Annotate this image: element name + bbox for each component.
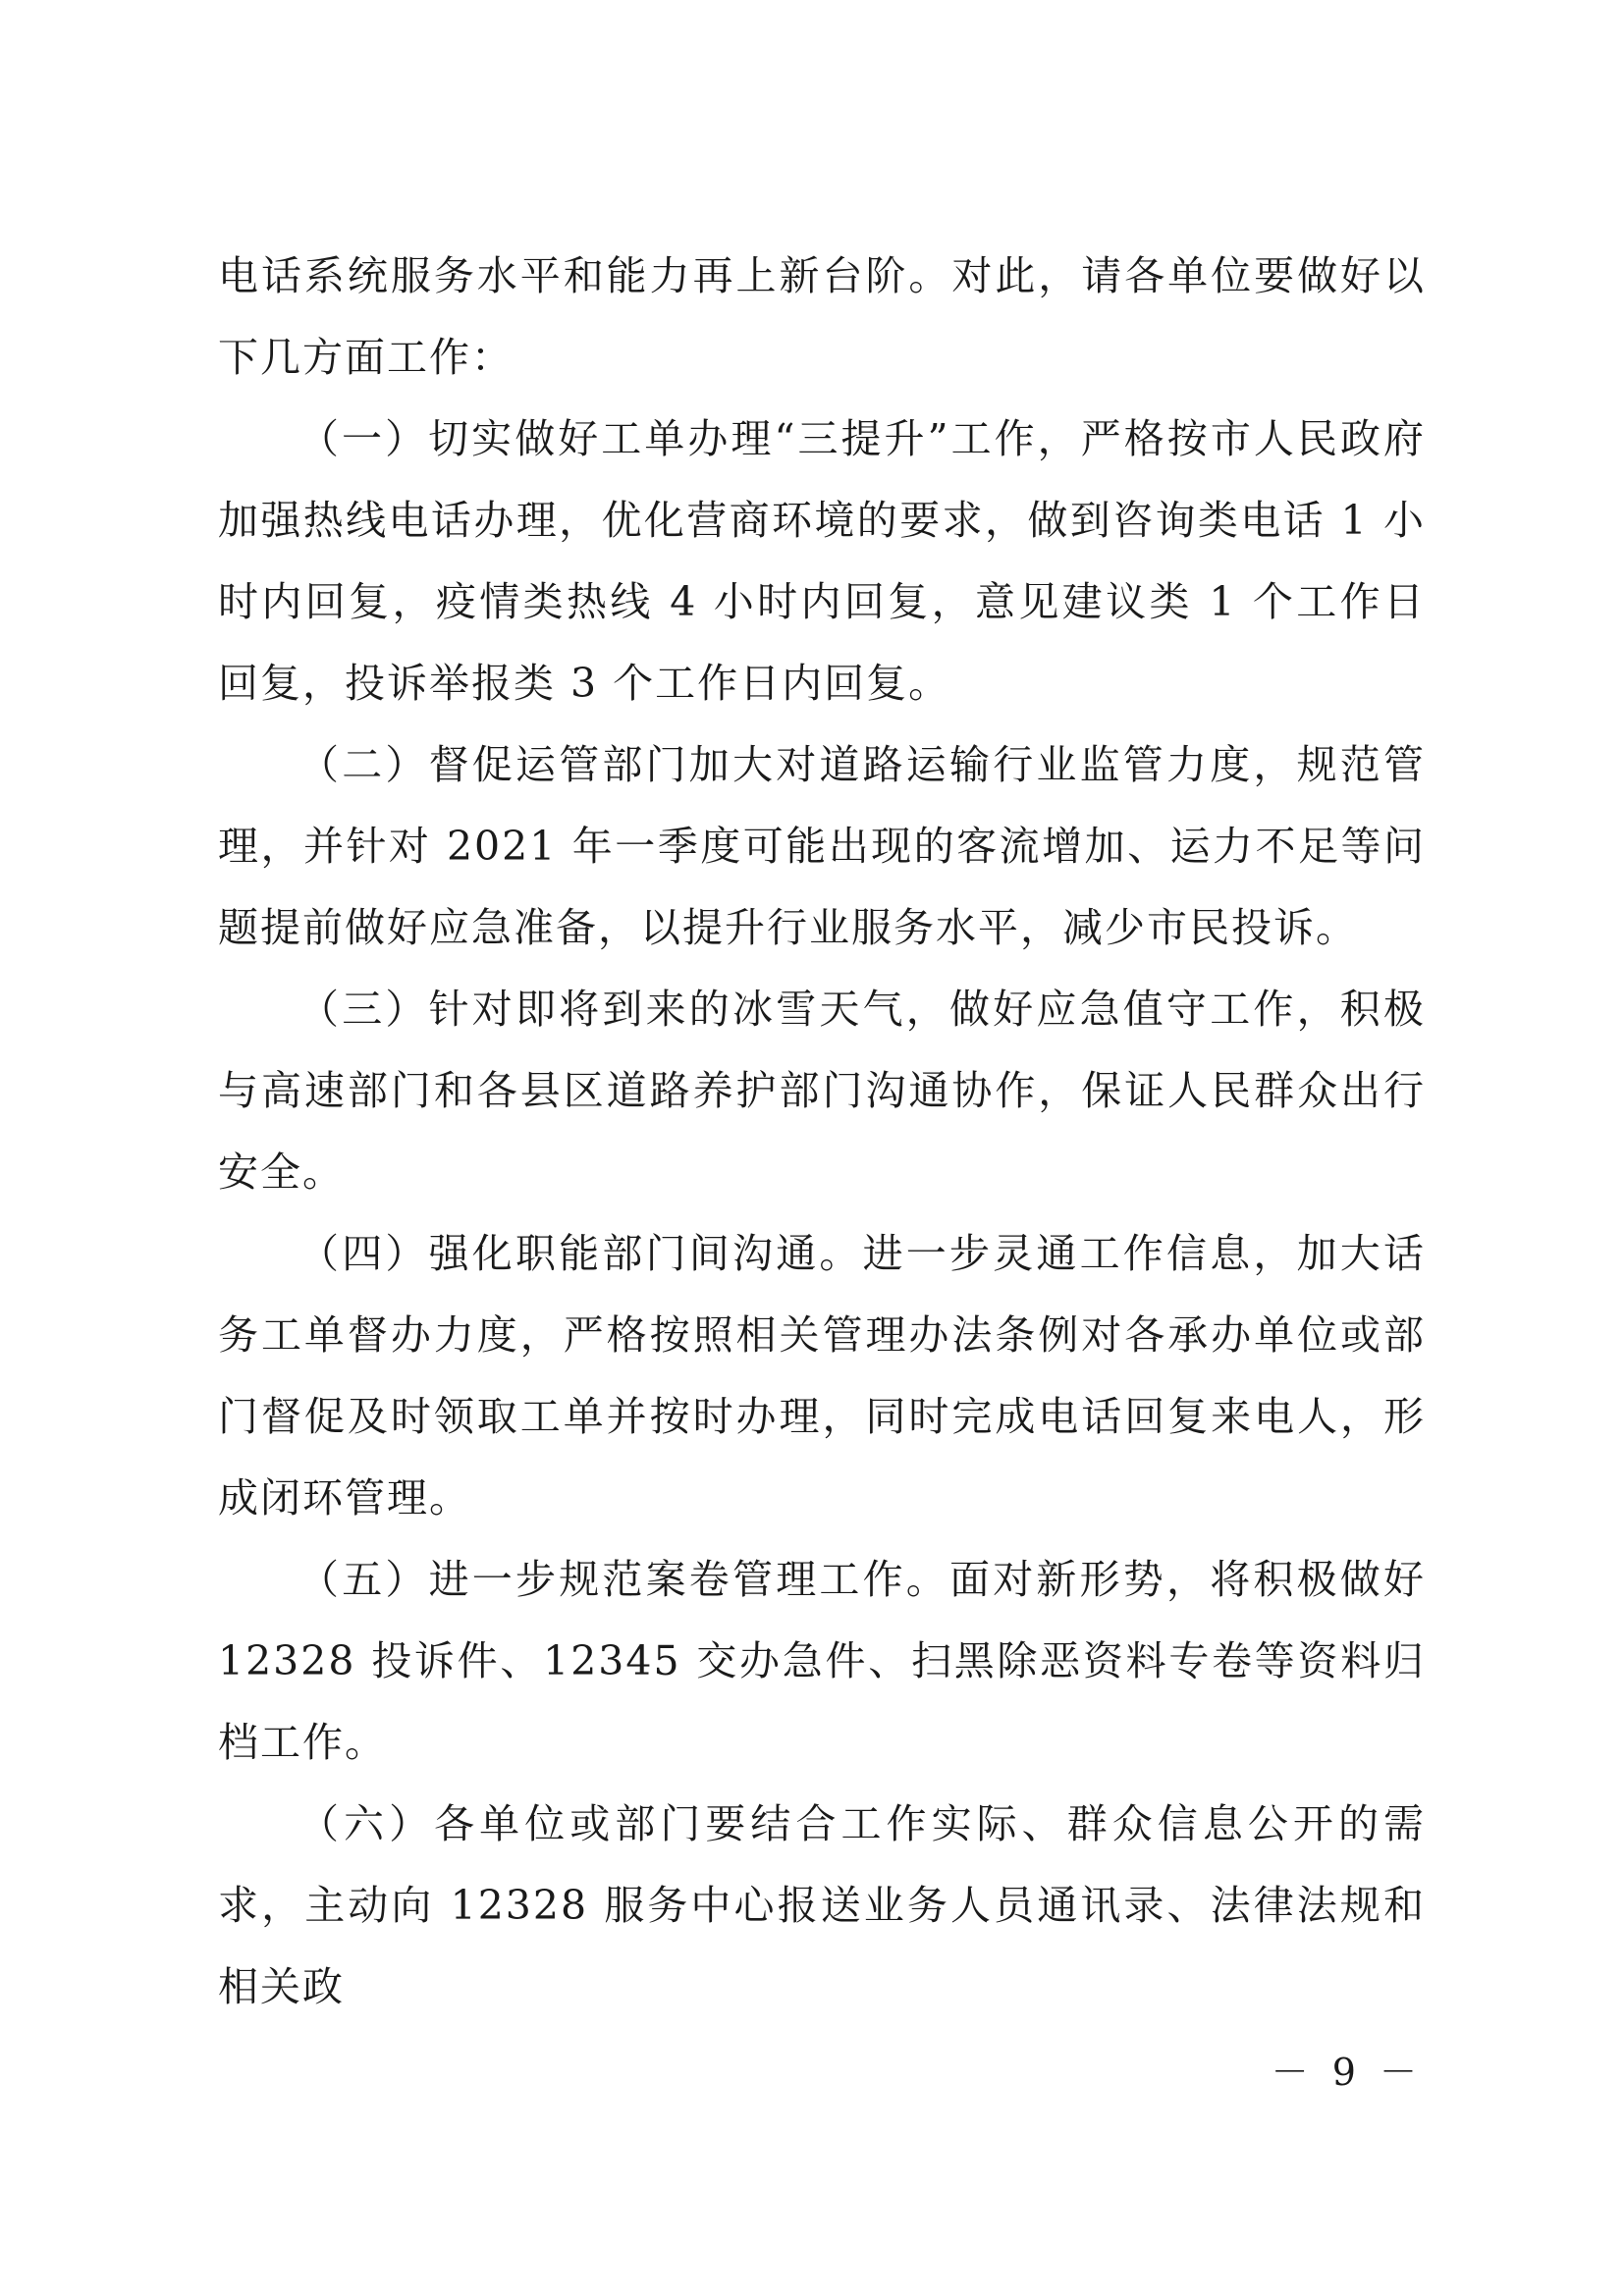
paragraph-item-3: （三）针对即将到来的冰雪天气，做好应急值守工作，积极与高速部门和各县区道路养护部门沟通协作，保证人民群众出行安全。 (218, 986, 1426, 1196)
paragraph-item-6: （六）各单位或部门要结合工作实际、群众信息公开的需求，主动向 12328 服务中心报送业务人员通讯录、法律法规和相关政 (218, 1800, 1426, 2010)
page-number: － 9 － (1271, 2051, 1423, 2094)
paragraph-item-5: （五）进一步规范案卷管理工作。面对新形势，将积极做好 12328 投诉件、12345 交办急件、扫黑除恶资料专卷等资料归档工作。 (218, 1556, 1426, 1766)
paragraph-item-1: （一）切实做好工单办理“三提升”工作，严格按市人民政府加强热线电话办理，优化营商环境的要求，做到咨询类电话 1 小时内回复，疫情类热线 4 小时内回复，意见建议类 1 个工作日回复，投诉举报类 3 个工作日内回复。 (218, 415, 1426, 707)
paragraph-item-4: （四）强化职能部门间沟通。进一步灵通工作信息，加大话务工单督办力度，严格按照相关管理办法条例对各承办单位或部门督促及时领取工单并按时办理，同时完成电话回复来电人，形成闭环管理。 (218, 1230, 1426, 1522)
document-body (218, 236, 1426, 2028)
paragraph-intro: 电话系统服务水平和能力再上新台阶。对此，请各单位要做好以下几方面工作： (218, 252, 1426, 381)
paragraph-item-2: （二）督促运管部门加大对道路运输行业监管力度，规范管理，并针对 2021 年一季度可能出现的客流增加、运力不足等问题提前做好应急准备，以提升行业服务水平，减少市民投诉。 (218, 741, 1426, 951)
